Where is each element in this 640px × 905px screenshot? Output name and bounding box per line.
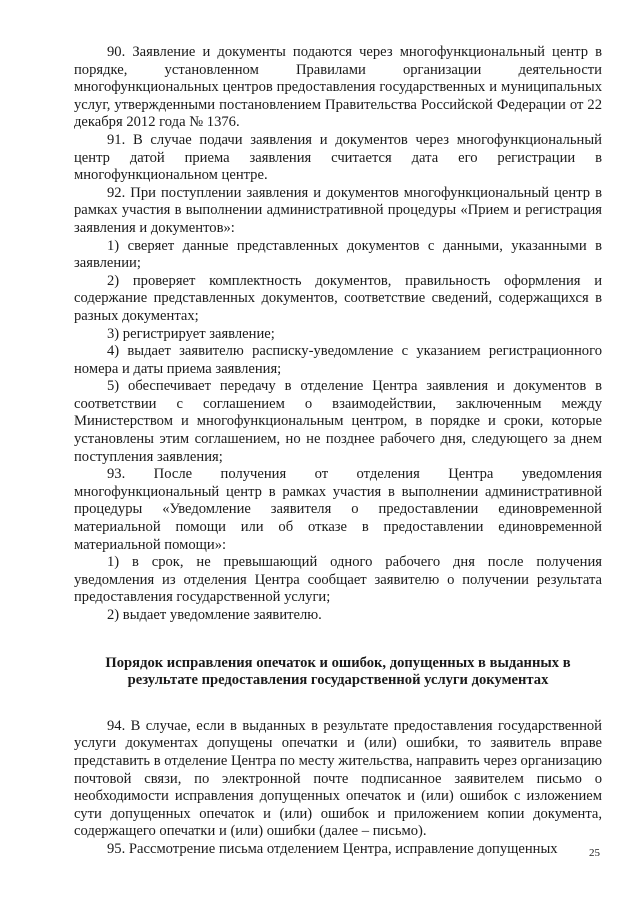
paragraph-92-item-1: 1) сверяет данные представленных документов с данными, указанными в заявлении;	[74, 237, 602, 272]
paragraph-95: 95. Рассмотрение письма отделением Центра, исправление допущенных	[107, 840, 558, 857]
paragraph-93-item-2: 2) выдает уведомление заявителю.	[107, 607, 322, 623]
paragraph-94: 94. В случае, если в выданных в результате предоставления государственной услуги документах допущены опечатки и (или) ошибки, то заявитель вправе представить в отделение Центра по месту жительства, направить через организацию почтовой связи, по электронной почте подписанное заявителем письмо о необходимости исправления допущенных опечаток и (или) ошибок с изложением сути допущенных опечаток и (или) ошибок и приложением копии документа, содержащего опечатки и (или) ошибки (далее – письмо).	[74, 717, 602, 840]
section-heading: Порядок исправления опечаток и ошибок, допущенных в выданных в результате предоставления государственной услуги документах	[105, 654, 571, 689]
paragraph-92: 92. При поступлении заявления и документов многофункциональный центр в рамках участия в выполнении административной процедуры «Прием и регистрация заявления и документов»:	[74, 184, 602, 236]
paragraph-92-item-3: 3) регистрирует заявление;	[107, 325, 275, 342]
paragraph-93-item-1: 1) в срок, не превышающий одного рабочего дня после получения уведомления из отделения Центра сообщает заявителю о получении результата предоставления государственной услуги;	[74, 554, 602, 606]
page-number: 25	[589, 847, 600, 859]
paragraph-90: 90. Заявление и документы подаются через многофункциональный центр в порядке, установленном Правилами организации деятельности многофункциональных центров предоставления государственных и муниципальных услуг, утвержденными постановлением Правительства Российской Федерации от 22 декабря 2012 года № 1376.	[74, 44, 602, 131]
paragraphs-before	[74, 44, 602, 625]
paragraph-92-item-4: 4) выдает заявителю расписку-уведомление с указанием регистрационного номера и даты приема заявления;	[74, 343, 602, 377]
paragraph-92-item-5: 5) обеспечивает передачу в отделение Центра заявления и документов в соответствии с соглашением о взаимодействии, заключенным между Министерством и многофункциональным центром, в порядке и сроки, которые установлены этим соглашением, но не позднее рабочего дня, следующего за днем поступления заявления;	[74, 378, 602, 465]
document-page	[74, 44, 602, 859]
paragraph-92-item-2: 2) проверяет комплектность документов, правильность оформления и содержание представленных документов, соответствие сведений, содержащихся в разных документах;	[74, 272, 602, 324]
paragraph-91: 91. В случае подачи заявления и документов через многофункциональный центр датой приема заявления считается дата его регистрации в многофункциональном центре.	[74, 131, 602, 184]
paragraph-93: 93. После получения от отделения Центра уведомления многофункциональный центр в рамках участия в выполнении административной процедуры «Уведомление заявителя о предоставлении единовременной материальной помощи или об отказе в предоставлении единовременной материальной помощи»:	[74, 466, 602, 553]
paragraphs-after	[74, 718, 602, 859]
